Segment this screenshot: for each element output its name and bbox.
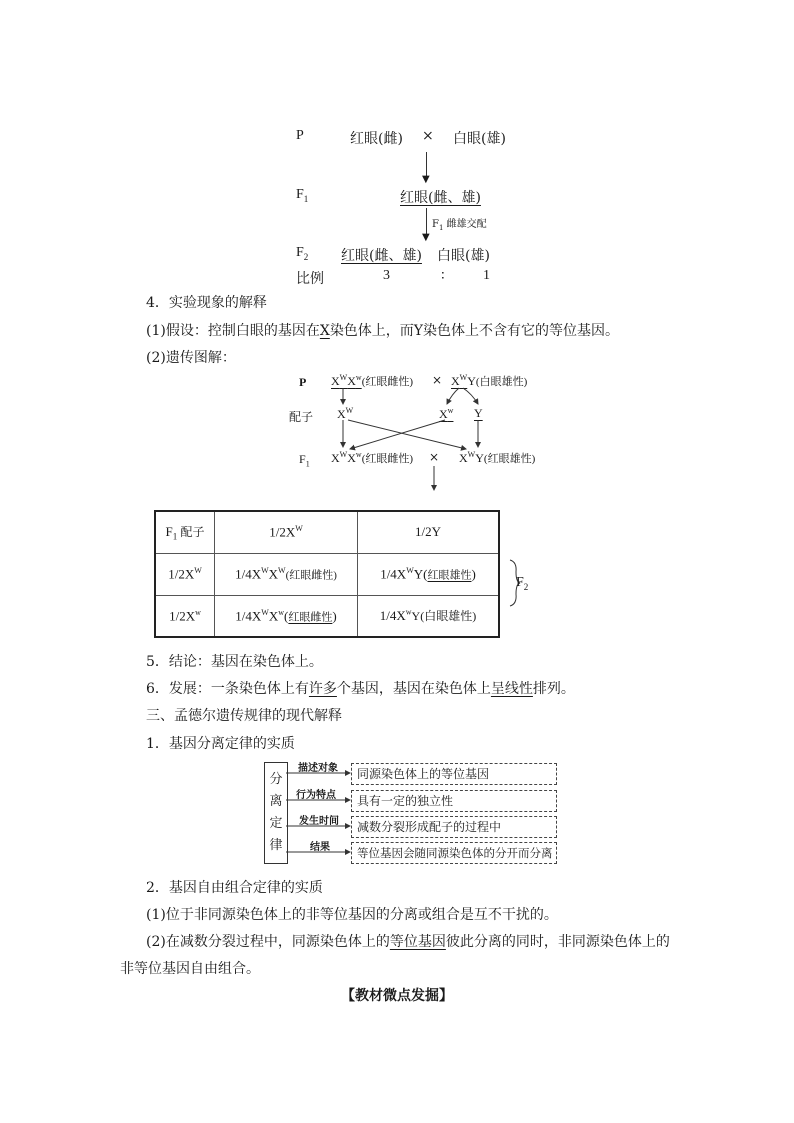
f1-label: $F_1$	[296, 187, 309, 204]
free-comb-p2: (2)在减数分裂过程中，同源染色体上的等位基因彼此分离的同时，非同源染色体上的	[146, 934, 670, 950]
ratio-colon: ∶	[441, 268, 445, 284]
f2-brace-label: $F_2$	[516, 575, 529, 592]
p-female: 红眼(雌)	[350, 131, 403, 147]
gamete-xw-female: $X^W$	[337, 406, 354, 421]
f1-phenotype: 红眼(雌、雄)	[400, 190, 481, 206]
law-content-4: 等位基因会随同源染色体的分开而分离	[351, 842, 557, 864]
gamete-y: Y	[474, 406, 483, 420]
section3-heading: 三、孟德尔遗传规律的现代解释	[146, 708, 342, 724]
table-corner: $F_1$ 配子	[155, 511, 215, 553]
subsection2-heading: 2．基因自由组合定律的实质	[146, 880, 323, 896]
p-male: 白眼(雄)	[453, 131, 506, 147]
table-cell: $1/4X^WY$(红眼雄性)	[358, 553, 500, 595]
law-content-2: 具有一定的独立性	[351, 790, 557, 812]
free-comb-p1: (1)位于非同源染色体上的非等位基因的分离或组合是互不干扰的。	[146, 907, 558, 923]
arrow-note: $F_1$ 雌雄交配	[432, 219, 487, 232]
table-cell: $1/4X^wY$(白眼雄性)	[358, 595, 500, 637]
law-char: 定	[269, 816, 283, 831]
ratio-right: 1	[483, 268, 490, 283]
subsection1-heading: 1．基因分离定律的实质	[146, 736, 295, 752]
col-header-xw: $1/2X^W$	[215, 511, 358, 553]
law-char: 离	[269, 794, 283, 809]
gen-p-label: P	[299, 375, 307, 389]
cross-sign: ×	[422, 128, 434, 144]
law-content-1: 同源染色体上的等位基因	[351, 763, 557, 785]
free-comb-p2-cont: 非等位基因自由组合。	[120, 961, 260, 977]
punnett-table	[154, 510, 500, 638]
footer-heading: 【教材微点发掘】	[341, 988, 453, 1004]
gen-f1-label: $F_1$	[299, 452, 310, 469]
ratio-label: 比例	[296, 271, 324, 287]
conclusion-5: 5．结论：基因在染色体上。	[146, 654, 323, 670]
gamete-label: 配子	[289, 410, 314, 424]
arrow-down-icon: ▼	[422, 232, 430, 243]
law-char: 分	[269, 772, 283, 787]
conclusion-6: 6．发展：一条染色体上有许多个基因，基因在染色体上呈线性排列。	[146, 681, 575, 697]
f1-male-genotype: $X^WY$(红眼雄性)	[459, 450, 536, 465]
row-header-xw-lower: $1/2X^w$	[155, 595, 215, 637]
p-label: P	[296, 128, 304, 143]
law-char: 律	[269, 838, 283, 853]
law-label-2: 行为特点	[296, 790, 336, 801]
table-cell: $1/4X^WX^w$(红眼雌性)	[215, 595, 358, 637]
diagram-title: (2)遗传图解：	[146, 350, 236, 366]
ratio-left: 3	[383, 268, 390, 283]
arrow-p-to-gamete-y	[463, 388, 478, 404]
arrow-p-to-gamete-xw	[447, 388, 459, 404]
gen-cross-sign: ×	[432, 373, 443, 387]
law-label-3: 发生时间	[299, 816, 339, 827]
section4-heading: 4．实验现象的解释	[146, 295, 267, 311]
table-cell: $1/4X^WX^W$(红眼雌性)	[215, 553, 358, 595]
f2-white: 白眼(雄)	[437, 248, 490, 264]
p-female-genotype: $X^WX^w$(红眼雌性)	[331, 373, 414, 388]
arrow-down-icon: ▼	[422, 174, 430, 185]
law-label-1: 描述对象	[298, 763, 338, 774]
law-label-4: 结果	[310, 842, 330, 853]
f2-label: $F_2$	[296, 245, 309, 262]
p-male-genotype: $X^WY$(白眼雄性)	[451, 373, 528, 388]
f2-red: 红眼(雌、雄)	[341, 248, 422, 264]
row-header-xw: $1/2X^W$	[155, 553, 215, 595]
col-header-y: 1/2Y	[358, 511, 500, 553]
law-box	[264, 762, 288, 864]
gamete-xw-male: $X^w$	[439, 406, 454, 421]
f1-cross-sign: ×	[429, 450, 440, 464]
f1-female-genotype: $X^WX^w$(红眼雌性)	[331, 450, 414, 465]
hypothesis-text: (1)假设：控制白眼的基因在X染色体上，而Y染色体上不含有它的等位基因。	[146, 323, 620, 339]
law-content-3: 减数分裂形成配子的过程中	[351, 816, 557, 838]
genetic-arrows	[0, 0, 794, 500]
